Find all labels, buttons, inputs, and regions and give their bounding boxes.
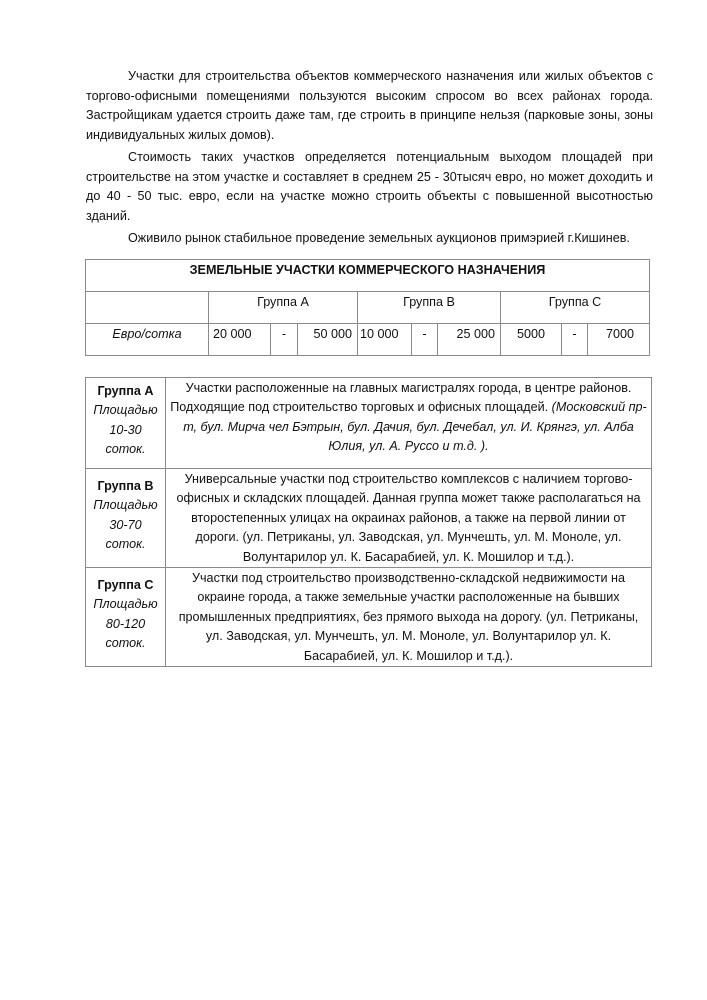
group-c-max: 7000 [588,324,650,356]
group-row-a [86,378,652,469]
area-label: Площадью [93,498,158,513]
group-c-description [166,568,652,667]
group-b-header: Группа В [358,292,501,324]
price-table-title: ЗЕМЕЛЬНЫЕ УЧАСТКИ КОММЕРЧЕСКОГО НАЗНАЧЕНИЯ [86,260,650,292]
paragraph-text: Участки для строительства объектов коммерческого назначения или жилых объектов с торгово-офисными помещениями пользуются высоким спросом во всех районах города. Застройщикам удается строить даже там, где строить в принципе нельзя (парковые зоны, зоны индивидуальных жилых домов). [86,69,653,142]
group-name: Группа В [97,479,154,493]
paragraph-auctions [86,229,653,249]
group-b-cell [86,469,166,568]
group-a-max: 50 000 [298,324,358,356]
price-table [85,259,650,356]
description-text: Участки расположенные на главных магистралях города, в центре районов. Подходящие под строительство торговых и офисных площадей. [170,381,632,415]
group-c-sep: - [562,324,588,356]
group-c-cell [86,568,166,667]
paragraph-cost [86,148,653,226]
group-a-header: Группа А [209,292,358,324]
area-range: 80-120 [105,616,146,631]
group-c-header: Группа С [501,292,650,324]
paragraph-demand [86,67,653,145]
area-unit: соток. [105,442,146,457]
group-name: Группа А [97,384,154,398]
examples-text: (Московский пр-т, бул. Мирча чел Бэтрын, бул. Дачия, бул. Дечебал, ул. И. Крянгэ, ул. Алба Юлия, ул. А. Руссо и т.д. ). [183,400,647,454]
group-b-max: 25 000 [438,324,501,356]
group-b-description [166,469,652,568]
group-b-sep: - [412,324,438,356]
area-label: Площадью [93,597,158,612]
group-a-description [166,378,652,469]
group-a-min: 20 000 [209,324,271,356]
area-unit: соток. [105,537,146,552]
group-b-min: 10 000 [358,324,412,356]
row-label-euro-per-sotka: Евро/сотка [86,324,209,356]
description-text: Участки под строительство производственно-складской недвижимости на окраине города, а также земельные участки расположенные на бывших промышленных предприятиях, без прямого выхода на дорогу. (ул. Петриканы, ул. Заводская, ул. Мунчешть, ул. М. Моноле, ул. Волунтарилор ул. К. Басарабией, ул. К. Мошилор и т.д.). [178,571,639,663]
description-text: Универсальные участки под строительство комплексов с наличием торгово-офисных и складских площадей. Данная группа может также располагаться на второстепенных улицах на окраинах районов, а также на первой линии от дороги. (ул. Петриканы, ул. Заводская, ул. Мунчешть, ул. М. Моноле, ул. Волунтарилор ул. К. Басарабией, ул. К. Мошилор и т.д.). [176,472,641,564]
group-row-c [86,568,652,667]
area-label: Площадью [93,403,158,418]
group-c-min: 5000 [501,324,562,356]
area-range: 30-70 [109,517,142,532]
group-name: Группа С [97,578,154,593]
group-a-sep: - [271,324,298,356]
groups-table [85,377,652,667]
group-row-b [86,469,652,568]
empty-header-cell [86,292,209,324]
area-unit: соток. [105,636,146,651]
group-a-cell [86,378,166,469]
area-range: 10-30 [109,422,142,437]
paragraph-text: Стоимость таких участков определяется потенциальным выходом площадей при строительстве на этом участке и составляет в среднем 25 - 30тысяч евро, но может доходить и до 40 - 50 тыс. евро, если на участке можно строить объекты с повышенной высотностью зданий. [86,150,653,223]
paragraph-text: Оживило рынок стабильное проведение земельных аукционов примэрией г.Кишинев. [128,231,630,245]
